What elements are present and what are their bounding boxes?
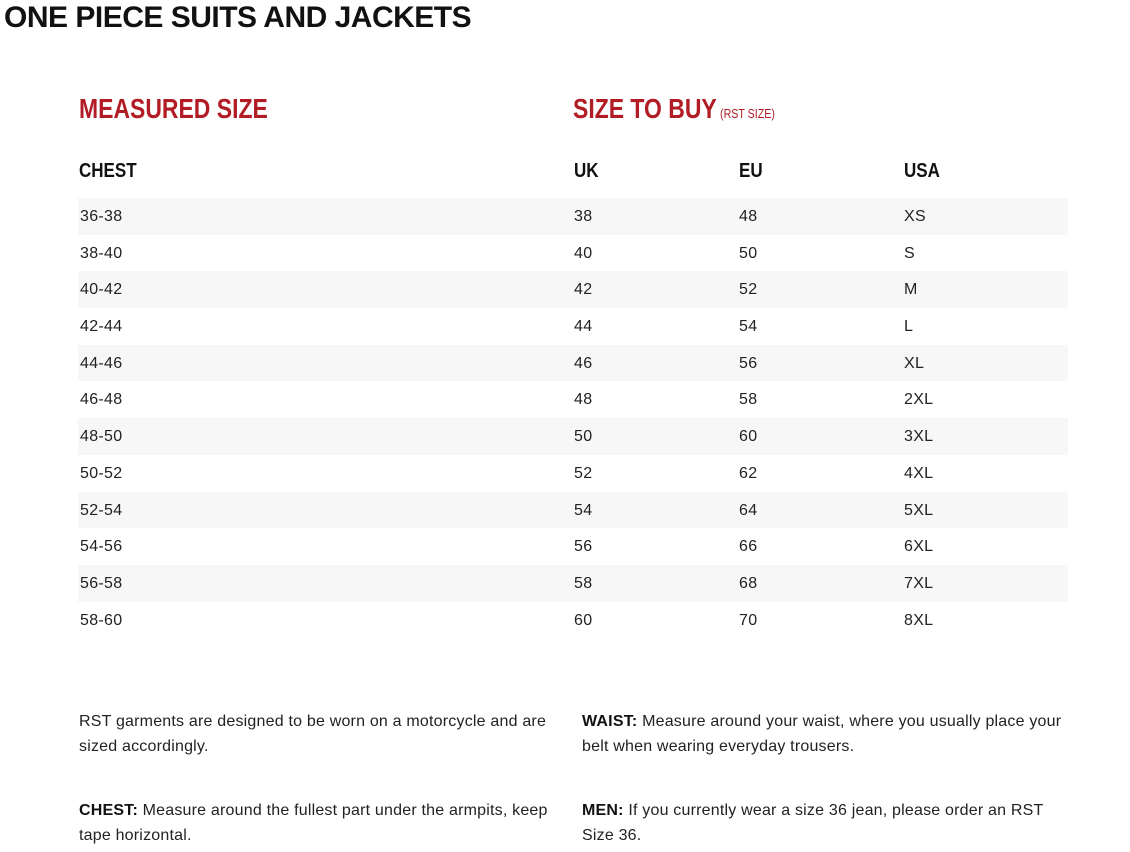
cell-chest: 58-60 bbox=[80, 611, 123, 629]
cell-eu: 60 bbox=[739, 428, 758, 446]
cell-eu: 56 bbox=[739, 354, 758, 372]
cell-eu: 62 bbox=[739, 464, 758, 482]
chest-label: CHEST: bbox=[79, 802, 138, 819]
column-header-uk: UK bbox=[574, 160, 599, 182]
table-row bbox=[78, 198, 1068, 235]
cell-usa: XS bbox=[904, 208, 926, 225]
table-row bbox=[78, 271, 1068, 308]
chest-note bbox=[79, 798, 569, 848]
measured-size-heading: MEASURED SIZE bbox=[79, 93, 268, 124]
chest-text: Measure around the fullest part under the armpits, keep tape horizontal. bbox=[79, 802, 548, 844]
waist-label: WAIST: bbox=[582, 713, 638, 730]
cell-eu: 54 bbox=[739, 318, 758, 336]
intro-note: RST garments are designed to be worn on a motorcycle and are sized accordingly. bbox=[79, 713, 547, 755]
cell-chest: 50-52 bbox=[80, 464, 123, 482]
size-to-buy-heading bbox=[573, 92, 775, 131]
waist-note bbox=[582, 709, 1082, 759]
table-row bbox=[78, 528, 1068, 565]
cell-eu: 58 bbox=[739, 391, 758, 409]
cell-usa: L bbox=[904, 318, 914, 336]
men-text: If you currently wear a size 36 jean, please order an RST Size 36. bbox=[582, 802, 1044, 844]
table-row bbox=[78, 308, 1068, 345]
cell-usa: 6XL bbox=[904, 538, 934, 556]
men-note bbox=[582, 798, 1062, 848]
table-row bbox=[78, 381, 1068, 418]
cell-usa: 8XL bbox=[904, 611, 934, 629]
table-row bbox=[78, 455, 1068, 492]
cell-eu: 70 bbox=[739, 611, 758, 629]
cell-eu: 68 bbox=[739, 574, 758, 592]
cell-usa: 4XL bbox=[904, 464, 934, 482]
cell-usa: M bbox=[904, 281, 918, 299]
column-header-chest: CHEST bbox=[79, 160, 137, 182]
size-to-buy-title: SIZE TO BUY bbox=[573, 93, 717, 124]
cell-chest: 46-48 bbox=[80, 391, 123, 409]
cell-usa: 3XL bbox=[904, 428, 934, 446]
cell-uk: 56 bbox=[574, 538, 593, 556]
cell-chest: 36-38 bbox=[80, 208, 123, 225]
cell-uk: 40 bbox=[574, 244, 593, 262]
cell-chest: 54-56 bbox=[80, 538, 123, 556]
cell-chest: 38-40 bbox=[80, 244, 123, 262]
table-row bbox=[78, 418, 1068, 455]
column-header-eu: EU bbox=[739, 160, 763, 182]
cell-uk: 48 bbox=[574, 391, 593, 409]
cell-chest: 56-58 bbox=[80, 574, 123, 592]
cell-uk: 50 bbox=[574, 428, 593, 446]
cell-uk: 44 bbox=[574, 318, 593, 336]
cell-uk: 46 bbox=[574, 354, 593, 372]
cell-uk: 52 bbox=[574, 464, 593, 482]
cell-chest: 52-54 bbox=[80, 501, 123, 519]
cell-eu: 48 bbox=[739, 208, 758, 225]
cell-uk: 42 bbox=[574, 281, 593, 299]
waist-text: Measure around your waist, where you usually place your belt when wearing everyday trousers. bbox=[582, 713, 1062, 755]
cell-eu: 64 bbox=[739, 501, 758, 519]
cell-eu: 52 bbox=[739, 281, 758, 299]
table-row bbox=[78, 565, 1068, 602]
men-label: MEN: bbox=[582, 802, 624, 819]
cell-eu: 50 bbox=[739, 244, 758, 262]
size-table bbox=[78, 198, 1068, 638]
rst-size-label: (RST SIZE) bbox=[720, 106, 775, 121]
cell-usa: S bbox=[904, 244, 915, 262]
cell-chest: 40-42 bbox=[80, 281, 123, 299]
cell-chest: 42-44 bbox=[80, 318, 123, 336]
table-row bbox=[78, 235, 1068, 272]
table-row bbox=[78, 492, 1068, 529]
cell-uk: 58 bbox=[574, 574, 593, 592]
table-row bbox=[78, 345, 1068, 382]
cell-chest: 48-50 bbox=[80, 428, 123, 446]
cell-usa: 5XL bbox=[904, 501, 934, 519]
cell-chest: 44-46 bbox=[80, 354, 123, 372]
page-title: ONE PIECE SUITS AND JACKETS bbox=[4, 1, 472, 34]
cell-usa: 2XL bbox=[904, 391, 934, 409]
cell-uk: 60 bbox=[574, 611, 593, 629]
cell-uk: 38 bbox=[574, 208, 593, 225]
cell-usa: XL bbox=[904, 354, 925, 372]
cell-usa: 7XL bbox=[904, 574, 934, 592]
cell-eu: 66 bbox=[739, 538, 758, 556]
cell-uk: 54 bbox=[574, 501, 593, 519]
table-row bbox=[78, 602, 1068, 639]
column-header-usa: USA bbox=[904, 160, 940, 182]
